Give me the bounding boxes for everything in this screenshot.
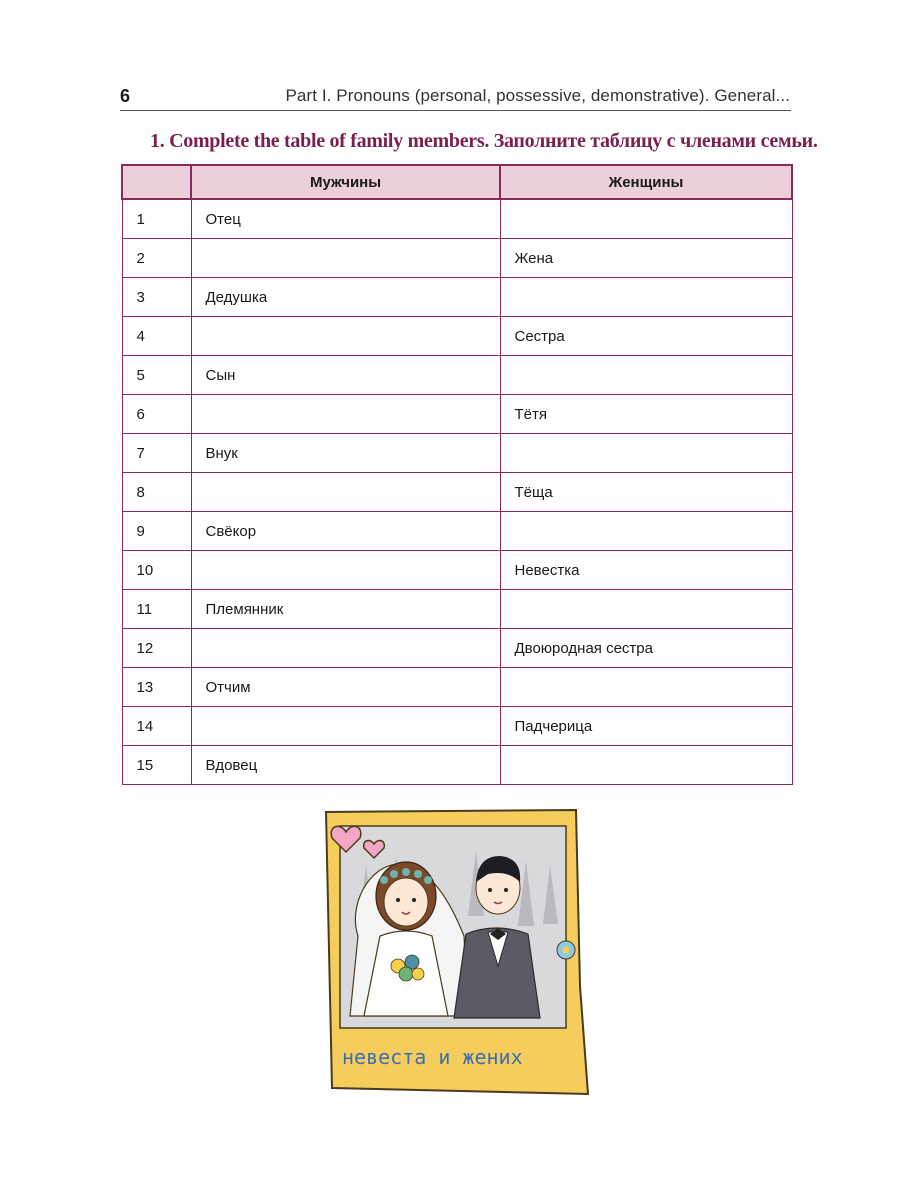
row-number-cell: 11 [122,590,191,629]
men-cell [191,395,500,434]
bride-face [384,878,428,926]
row-number-cell: 5 [122,356,191,395]
row-number-cell: 13 [122,668,191,707]
table-row [122,590,792,629]
women-cell [500,668,792,707]
table-row [122,707,792,746]
column-header-number [122,165,191,199]
table-row [122,668,792,707]
wedding-illustration [318,806,604,1096]
table-body [122,199,792,785]
row-number-cell: 1 [122,199,191,239]
wedding-photo-frame [318,806,604,1096]
women-cell: Сестра [500,317,792,356]
women-cell: Тёща [500,473,792,512]
running-head: Part I. Pronouns (personal, possessive, demonstrative). General... [285,86,790,105]
men-cell [191,473,500,512]
women-cell: Двоюродная сестра [500,629,792,668]
table-row [122,356,792,395]
column-header-men: Мужчины [191,165,500,199]
women-cell: Жена [500,239,792,278]
women-cell: Невестка [500,551,792,590]
men-cell: Отец [191,199,500,239]
illustration-caption: невеста и жених [342,1045,523,1069]
family-table [121,164,793,785]
table-row [122,239,792,278]
page-number: 6 [120,86,131,106]
men-cell [191,629,500,668]
women-cell [500,278,792,317]
men-cell: Племянник [191,590,500,629]
table-row [122,629,792,668]
men-cell: Отчим [191,668,500,707]
row-number-cell: 4 [122,317,191,356]
column-header-women: Женщины [500,165,792,199]
row-number-cell: 2 [122,239,191,278]
men-cell [191,239,500,278]
daisy-icon [557,941,575,959]
women-cell [500,590,792,629]
table-row [122,512,792,551]
row-number-cell: 15 [122,746,191,785]
women-cell: Тётя [500,395,792,434]
row-number-cell: 12 [122,629,191,668]
men-cell [191,317,500,356]
exercise-title: 1. Complete the table of family members. Заполните таблицу с членами семьи. [150,130,818,152]
table-row [122,746,792,785]
men-cell [191,551,500,590]
table-row [122,278,792,317]
row-number-cell: 9 [122,512,191,551]
table-row [122,473,792,512]
header-rule [120,110,791,111]
women-cell: Падчерица [500,707,792,746]
women-cell [500,356,792,395]
women-cell [500,512,792,551]
row-number-cell: 8 [122,473,191,512]
table-row [122,395,792,434]
men-cell: Сын [191,356,500,395]
men-cell [191,707,500,746]
row-number-cell: 3 [122,278,191,317]
women-cell [500,746,792,785]
women-cell [500,199,792,239]
table-row [122,317,792,356]
table-row [122,551,792,590]
table-header-row [122,165,792,199]
men-cell: Внук [191,434,500,473]
men-cell: Вдовец [191,746,500,785]
table-row [122,199,792,239]
men-cell: Дедушка [191,278,500,317]
row-number-cell: 10 [122,551,191,590]
women-cell [500,434,792,473]
table-row [122,434,792,473]
row-number-cell: 6 [122,395,191,434]
row-number-cell: 7 [122,434,191,473]
men-cell: Свёкор [191,512,500,551]
row-number-cell: 14 [122,707,191,746]
